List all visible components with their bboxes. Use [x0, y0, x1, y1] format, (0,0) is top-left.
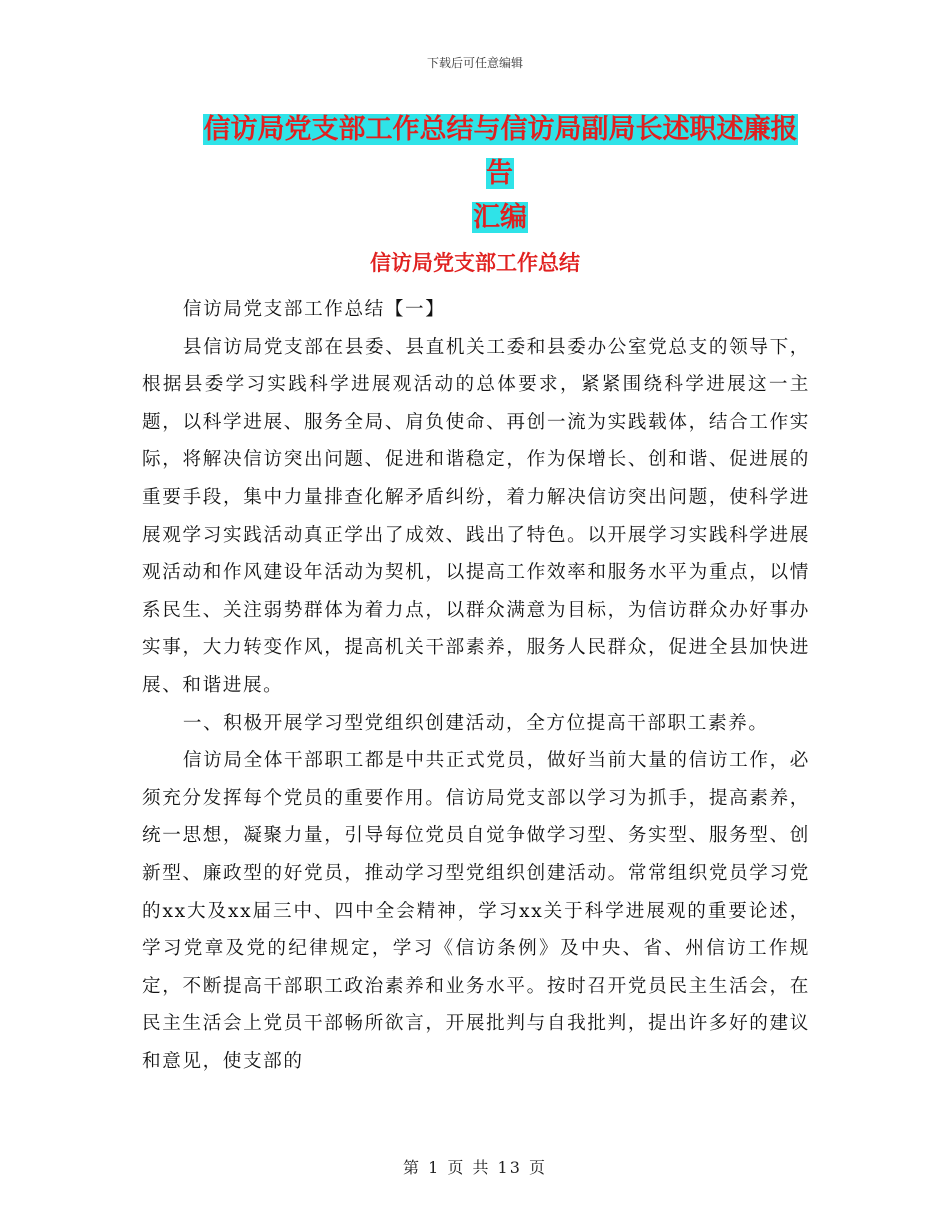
document-body	[142, 291, 810, 1080]
paragraph-heading-one: 一、积极开展学习型党组织创建活动，全方位提高干部职工素养。	[182, 712, 769, 734]
page-header-note: 下载后可任意编辑	[426, 56, 523, 70]
section-title: 信访局党支部工作总结	[370, 250, 580, 275]
paragraph-subtitle: 信访局党支部工作总结【一】	[182, 299, 446, 320]
paragraph-body: 信访局全体干部职工都是中共正式党员，做好当前大量的信访工作，必须充分发挥每个党员的重要作用。信访局党支部以学习为抓手，提高素养，统一思想，凝聚力量，引导每位党员自觉争做学习型、务实型、服务型、创新型、廉政型的好党员，推动学习型党组织创建活动。常常组织党员学习党的xx大及xx届三中、四中全会精神，学习xx关于科学进展观的重要论述，学习党章及党的纪律规定，学习《信访条例》及中央、省、州信访工作规定，不断提高干部职工政治素养和业务水平。按时召开党员民主生活会，在民主生活会上党员干部畅所欲言，开展批判与自我批判，提出许多好的建议和意见，使支部的	[142, 750, 810, 1072]
paragraph-intro: 县信访局党支部在县委、县直机关工委和县委办公室党总支的领导下，根据县委学习实践科学进展观活动的总体要求，紧紧围绕科学进展这一主题，以科学进展、服务全局、肩负使命、再创一流为实践载体，结合工作实际，将解决信访突出问题、促进和谐稳定，作为保增长、创和谐、促进展的重要手段，集中力量排查化解矛盾纠纷，着力解决信访突出问题，使科学进展观学习实践活动真正学出了成效、践出了特色。以开展学习实践科学进展观活动和作风建设年活动为契机，以提高工作效率和服务水平为重点，以情系民生、关注弱势群体为着力点，以群众满意为目标，为信访群众办好事办实事，大力转变作风，提高机关干部素养，服务人民群众，促进全县加快进展、和谐进展。	[142, 336, 810, 696]
document-title	[190, 108, 810, 240]
page-number: 第 1 页 共 13 页	[403, 1158, 547, 1177]
document-title-line-1: 信访局党支部工作总结与信访局副局长述职述廉报告	[203, 114, 798, 189]
document-title-line-2: 汇编	[473, 202, 527, 233]
